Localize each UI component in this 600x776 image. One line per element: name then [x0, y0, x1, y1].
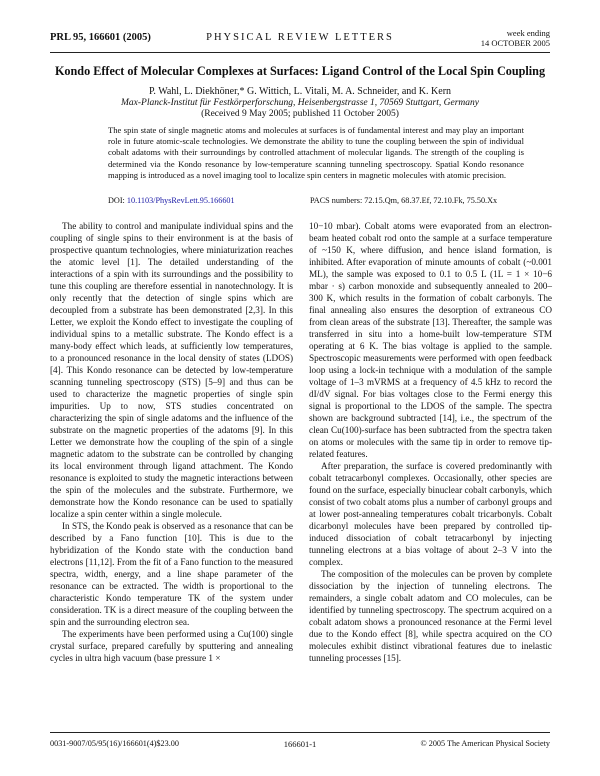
body-paragraph: The experiments have been performed using a Cu(100) single crystal surface, prepared carefully by sputtering and annealing cycles in ultra high vacuum (base pressure 1 ×	[50, 629, 293, 663]
journal-reference: PRL 95, 166601 (2005)	[50, 32, 151, 43]
week-ending-label: week ending	[506, 28, 550, 38]
body-paragraph: 10−10 mbar). Cobalt atoms were evaporated from an electron-beam heated cobalt rod onto the sample at a surface temperature of ~150 K, where diffusion, and hence island formation, is inhibited. After evaporation of minute amounts of cobalt (~0.001 ML), the sample was exposed to 0.1 to 0.5 L (1L = 1 × 10−6 mbar · s) carbon monoxide and subsequently annealed to 200–300 K, which results in the formation of cobalt carbonyls. The final annealing also ensures the desorption of extraneous CO from clean areas of the substrate [13]. Thereafter, the sample was transferred in situ into a home-built low-temperature STM operating at 6 K. The bias voltage is applied to the sample. Spectroscopic measurements were performed with open feedback loop using a lock-in technique with a modulation of the sample voltage of 1–3 mVRMS at a frequency of 4.5 kHz to record the dI/dV signal. For bias voltages close to the Fermi energy this signal is proportional to the LDOS of the sample. The spectra shown are background subtracted [14], i.e., the spectrum of the clean Cu(100)-surface has been subtracted from the spectra taken on atoms or molecules with the same tip in order to remove tip-related features.	[309, 221, 552, 459]
week-ending-date: 14 OCTOBER 2005	[480, 38, 550, 48]
received-dates: (Received 9 May 2005; published 11 October 2005)	[201, 109, 399, 119]
footer-rule	[50, 732, 550, 733]
journal-name: PHYSICAL REVIEW LETTERS	[206, 32, 394, 43]
body-paragraph: In STS, the Kondo peak is observed as a resonance that can be described by a Fano function [10]. This is due to the hybridization of the Kondo state with the conduction band electrons [11,12]. From the fit of a Fano function to the measured spectra, width, energy, and a line shape parameter of the resonance can be extracted. The width is proportional to the characteristic Kondo temperature TK of the system under consideration. TK is a direct measure of the coupling between the spin and the surrounding electron sea.	[50, 521, 293, 627]
page-number: 166601-1	[283, 739, 317, 749]
body-column-left	[50, 220, 293, 664]
running-header	[50, 28, 550, 52]
article-title: Kondo Effect of Molecular Complexes at Surfaces: Ligand Control of the Local Spin Coupling	[54, 64, 546, 78]
body-paragraph: The composition of the molecules can be proven by complete dissociation by the injection of tunneling electrons. The remainders, a single cobalt adatom and CO molecules, can be identified by tunneling spectroscopy. The spectrum acquired on a cobalt adatom shows a pronounced resonance at the Fermi level due to the Kondo effect [8], while spectra acquired on the CO molecules exhibit distinct vibrational features due to inelastic tunneling processes [15].	[309, 569, 552, 663]
week-ending-block	[481, 28, 550, 48]
copyright: © 2005 The American Physical Society	[420, 739, 550, 748]
affiliation: Max-Planck-Institut für Festkörperforschung, Heisenbergstrasse 1, 70569 Stuttgart, Germany	[121, 98, 479, 108]
doi-line	[108, 196, 235, 205]
body-paragraph: The ability to control and manipulate individual spins and the coupling of single spins to their environment is at the basis of prospective quantum technologies, where miniaturization reaches the atomic level [1]. The detailed understanding of the interactions of a spin with its surroundings and the possibility to tune this coupling are therefore essential in nanotechnology. It is only recently that the detection of single spins which are decoupled from a substrate has been demonstrated [2,3]. In this Letter, we exploit the Kondo effect to investigate the coupling of individual spins to a metallic substrate. The Kondo effect is a many-body effect which leads, at sufficiently low temperatures, to a pronounced resonance in the local density of states (LDOS) [4]. This Kondo resonance can be detected by low-temperature scanning tunneling spectroscopy (STS) [5–9] and thus can be used to characterize the magnetic properties of single spin impurities. Up to now, STS studies concentrated on characterizing the spin of single adatoms and the influence of the substrate on the magnetic properties of the adatoms [9]. In this Letter we demonstrate how the coupling of the spin of a single magnetic adatom to the substrate can be controlled by changing its local environment through ligand attachment. The Kondo resonance is exploited to study the magnetic interactions between the spin of the molecules and the substrate. Furthermore, we demonstrate how the Kondo resonance can be used to spatially localize a spin center within a single molecule.	[50, 221, 293, 519]
body-paragraph: After preparation, the surface is covered predominantly with cobalt tetracarbonyl complexes. Occasionally, other species are found on the surface, especially binuclear cobalt carbonyls, which consist of two cobalt atoms plus a number of carbonyl groups and at lower post-annealing temperatures cobalt tricarbonyls. Cobalt dicarbonyl molecules have been prepared by controlled tip-induced dissociation of cobalt tetracarbonyl by injecting tunneling electrons at a bias voltage of about 2–3 V into the complex.	[309, 461, 552, 567]
author-list: P. Wahl, L. Diekhöner,* G. Wittich, L. Vitali, M. A. Schneider, and K. Kern	[148, 86, 452, 97]
issn-code: 0031-9007/05/95(16)/166601(4)$23.00	[50, 739, 179, 748]
header-rule	[50, 52, 550, 53]
doi-link[interactable]: 10.1103/PhysRevLett.95.166601	[126, 196, 235, 205]
pacs-numbers: PACS numbers: 72.15.Qm, 68.37.Ef, 72.10.Fk, 75.50.Xx	[310, 196, 498, 205]
abstract: The spin state of single magnetic atoms and molecules at surfaces is of fundamental interest and may play an important role in future atomic-scale technologies. We demonstrate the ability to tune the coupling between the spin of individual cobalt adatoms with their surroundings by controlled attachment of molecular ligands. The strength of the coupling is determined via the Kondo resonance by low-temperature scanning tunneling spectroscopy. Spatial Kondo resonance mapping is introduced as a novel imaging tool to localize spin centers in magnetic molecules with atomic precision.	[108, 125, 524, 180]
doi-label: DOI:	[108, 196, 125, 205]
body-column-right	[309, 220, 552, 664]
